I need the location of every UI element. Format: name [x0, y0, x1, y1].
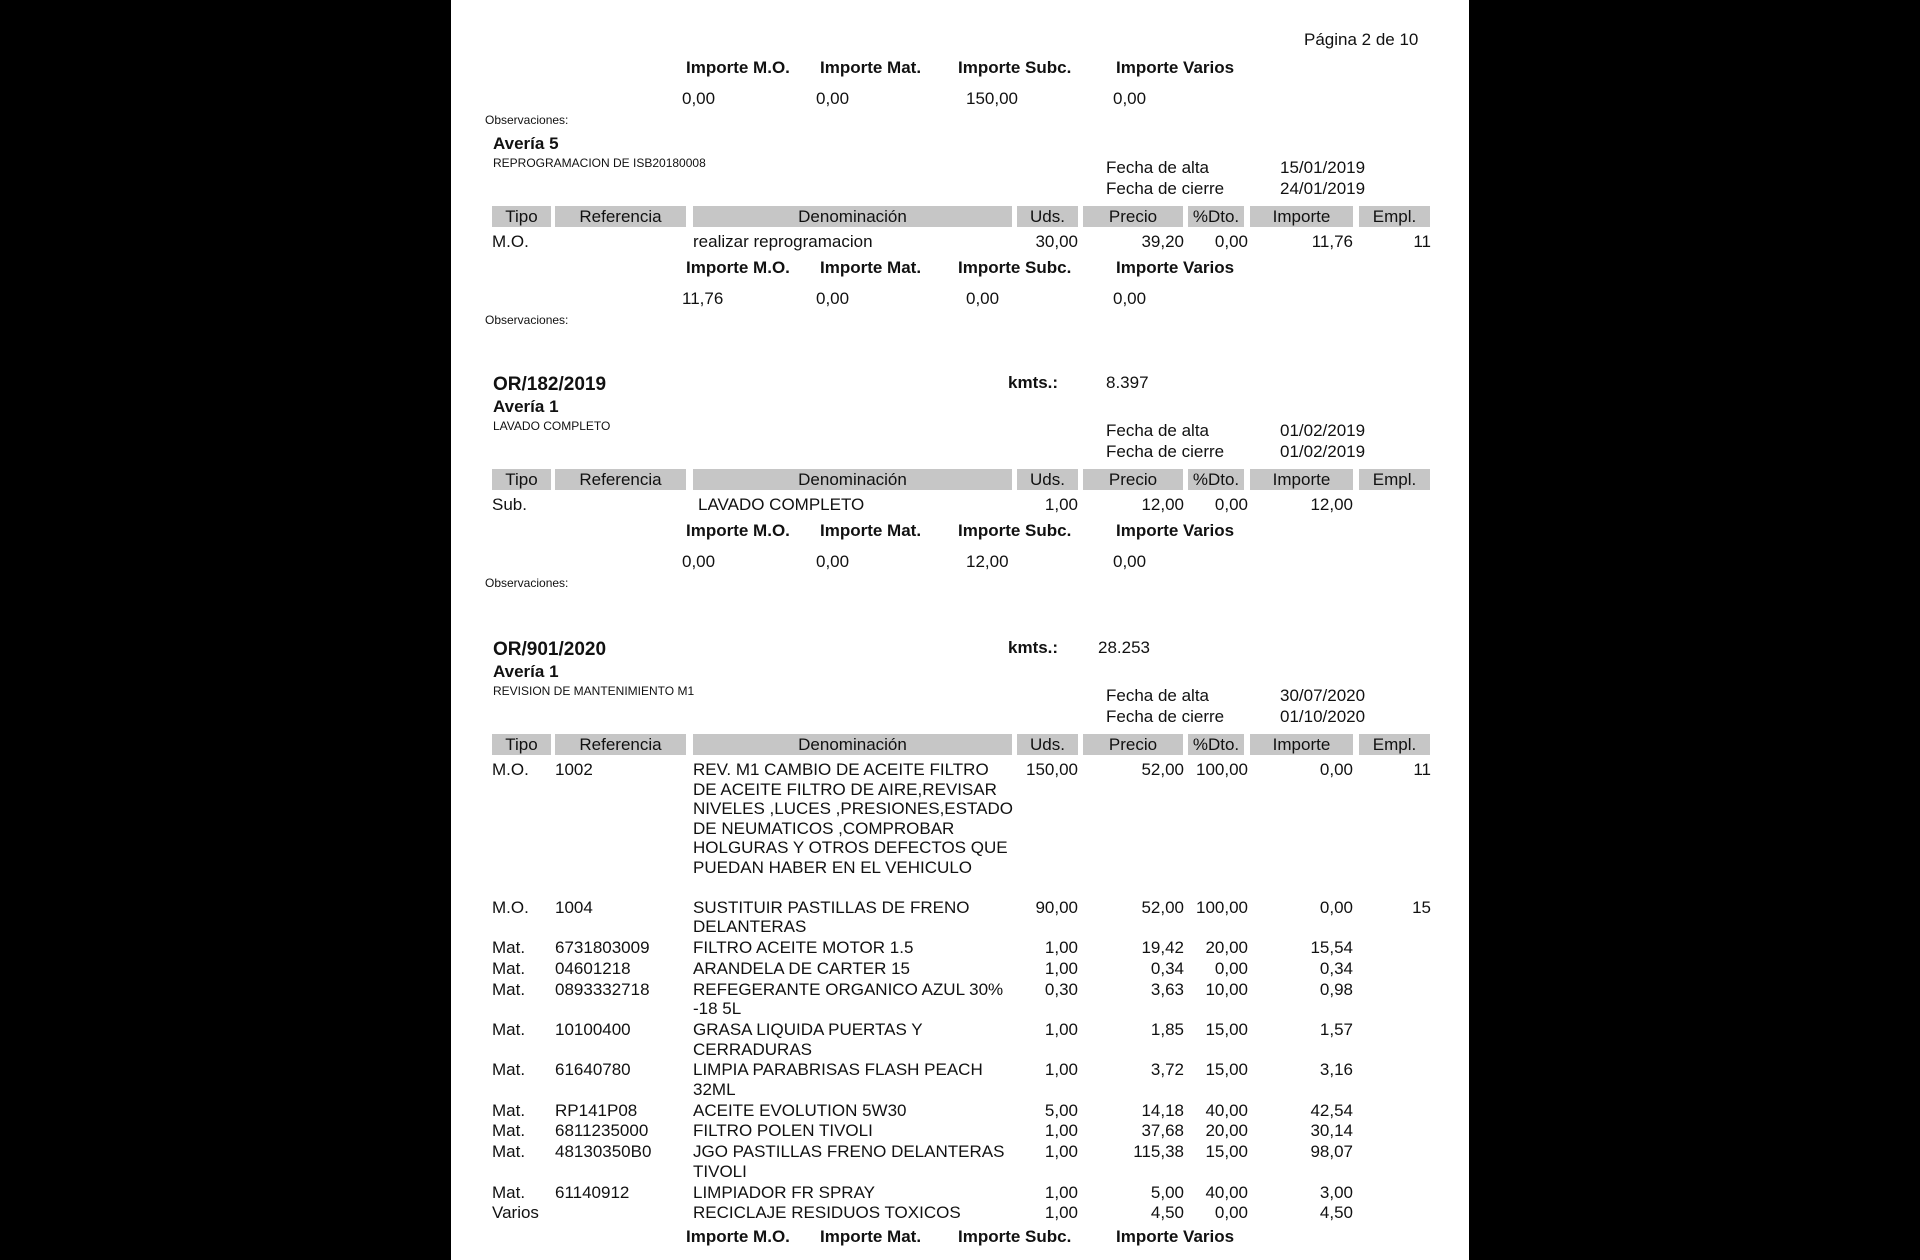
header-denominacion: Denominación	[693, 206, 1012, 227]
row-precio: 115,38	[1133, 1142, 1184, 1162]
header-precio: Precio	[1083, 469, 1183, 490]
header-precio: Precio	[1083, 206, 1183, 227]
observaciones-label: Observaciones:	[485, 575, 569, 590]
row-referencia: 04601218	[555, 958, 631, 978]
row-precio: 52,00	[1141, 897, 1184, 917]
table-row	[451, 959, 1469, 979]
row-dto: 20,00	[1205, 1121, 1248, 1141]
row-precio: 19,42	[1141, 938, 1184, 958]
header-dto: %Dto.	[1188, 734, 1244, 755]
header-importe: Importe	[1250, 734, 1353, 755]
row-tipo: M.O.	[492, 760, 529, 779]
table-row	[451, 938, 1469, 958]
totals-label-subc: Importe Subc.	[958, 257, 1072, 277]
row-dto: 100,00	[1196, 897, 1248, 917]
header-tipo: Tipo	[492, 469, 551, 490]
row-uds: 1,00	[1044, 958, 1078, 978]
averia-description: REVISION DE MANTENIMIENTO M1	[493, 684, 695, 698]
table-row	[451, 1101, 1469, 1121]
totals-value-mat: 0,00	[816, 288, 850, 308]
table-row	[451, 1060, 1469, 1099]
row-denominacion: FILTRO ACEITE MOTOR 1.5	[693, 938, 914, 958]
row-importe: 0,98	[1319, 979, 1353, 999]
order-number: OR/901/2020	[493, 639, 607, 660]
totals-label-subc: Importe Subc.	[958, 58, 1072, 77]
row-precio: 39,20	[1141, 232, 1184, 251]
row-uds: 0,30	[1044, 979, 1078, 999]
row-tipo: Mat.	[492, 1121, 526, 1141]
row-referencia: 61640780	[555, 1060, 631, 1080]
totals-label-varios: Importe Varios	[1116, 58, 1235, 77]
row-importe: 3,00	[1319, 1182, 1353, 1202]
header-empl: Empl.	[1359, 206, 1430, 227]
averia-description: LAVADO COMPLETO	[493, 419, 611, 433]
observaciones-label: Observaciones:	[485, 312, 569, 327]
row-tipo: Mat.	[492, 1060, 526, 1080]
row-precio: 12,00	[1141, 495, 1184, 514]
row-dto: 10,00	[1205, 979, 1248, 999]
row-referencia: 6811235000	[555, 1121, 649, 1141]
header-referencia: Referencia	[555, 734, 686, 755]
fecha-alta-value: 30/07/2020	[1280, 686, 1366, 705]
table-row	[451, 495, 1469, 515]
page-number: Página 2 de 10	[1304, 30, 1419, 49]
row-precio: 3,72	[1150, 1060, 1184, 1080]
totals-value-mo: 0,00	[682, 551, 716, 571]
fecha-alta-label: Fecha de alta	[1106, 686, 1210, 705]
row-importe: 98,07	[1310, 1142, 1353, 1162]
row-importe: 1,57	[1319, 1020, 1353, 1039]
header-tipo: Tipo	[492, 734, 551, 755]
row-precio: 4,50	[1150, 1203, 1184, 1223]
row-dto: 40,00	[1205, 1100, 1248, 1120]
observaciones-label: Observaciones:	[485, 113, 569, 127]
row-denominacion: GRASA LIQUIDA PUERTAS Y CERRADURAS	[693, 1020, 923, 1059]
row-referencia: RP141P08	[555, 1100, 638, 1120]
row-uds: 1,00	[1044, 1142, 1078, 1162]
row-tipo: Mat.	[492, 1100, 526, 1120]
order-number: OR/182/2019	[493, 374, 607, 395]
totals-label-mat: Importe Mat.	[820, 58, 922, 77]
table-row	[451, 1203, 1469, 1223]
row-precio: 0,34	[1150, 958, 1184, 978]
row-denominacion: ARANDELA DE CARTER 15	[693, 958, 910, 978]
row-importe: 12,00	[1310, 495, 1353, 514]
row-dto: 100,00	[1196, 760, 1248, 779]
header-tipo: Tipo	[492, 206, 551, 227]
row-uds: 5,00	[1044, 1100, 1078, 1120]
totals-label-varios: Importe Varios	[1116, 520, 1235, 540]
header-dto: %Dto.	[1188, 469, 1244, 490]
totals-value-varios: 0,00	[1113, 288, 1147, 308]
averia-title: Avería 1	[493, 397, 559, 416]
kmts-label: kmts.:	[1008, 373, 1059, 392]
header-referencia: Referencia	[555, 206, 686, 227]
header-importe: Importe	[1250, 206, 1353, 227]
row-dto: 15,00	[1205, 1142, 1248, 1162]
table-row	[451, 1121, 1469, 1141]
header-uds: Uds.	[1017, 469, 1078, 490]
fecha-alta-value: 01/02/2019	[1280, 421, 1366, 440]
kmts-value: 28.253	[1098, 638, 1150, 657]
row-dto: 40,00	[1205, 1182, 1248, 1202]
row-tipo: Mat.	[492, 1182, 526, 1202]
table-row	[451, 1183, 1469, 1203]
header-denominacion: Denominación	[693, 734, 1012, 755]
row-dto: 15,00	[1205, 1060, 1248, 1080]
table-row	[451, 1020, 1469, 1059]
averia-description: REPROGRAMACION DE ISB20180008	[493, 156, 706, 170]
header-empl: Empl.	[1359, 469, 1430, 490]
header-uds: Uds.	[1017, 206, 1078, 227]
row-importe: 42,54	[1310, 1100, 1353, 1120]
totals-value-mo: 0,00	[682, 89, 716, 108]
totals-label-mo: Importe M.O.	[686, 1227, 790, 1247]
row-denominacion: FILTRO POLEN TIVOLI	[693, 1121, 873, 1141]
totals-label-subc: Importe Subc.	[958, 520, 1072, 540]
row-uds: 1,00	[1044, 1020, 1078, 1039]
row-importe: 15,54	[1310, 938, 1353, 958]
row-dto: 0,00	[1214, 1203, 1248, 1223]
header-referencia: Referencia	[555, 469, 686, 490]
row-denominacion: LIMPIA PARABRISAS FLASH PEACH 32ML	[693, 1060, 983, 1099]
totals-value-mo: 11,76	[682, 288, 724, 308]
row-precio: 1,85	[1150, 1020, 1184, 1039]
row-tipo: Mat.	[492, 979, 526, 999]
row-denominacion: JGO PASTILLAS FRENO DELANTERAS TIVOLI	[693, 1142, 1005, 1181]
row-importe: 0,00	[1319, 897, 1353, 917]
row-importe: 0,00	[1319, 760, 1353, 779]
row-precio: 3,63	[1150, 979, 1184, 999]
fecha-cierre-label: Fecha de cierre	[1106, 442, 1225, 461]
totals-label-varios: Importe Varios	[1116, 257, 1235, 277]
totals-label-mo: Importe M.O.	[686, 58, 790, 77]
row-uds: 90,00	[1035, 897, 1078, 917]
row-uds: 150,00	[1026, 760, 1078, 779]
row-referencia: 48130350B0	[555, 1142, 652, 1162]
row-importe: 4,50	[1319, 1203, 1353, 1223]
fecha-cierre-value: 24/01/2019	[1280, 179, 1366, 198]
totals-value-varios: 0,00	[1113, 89, 1147, 108]
totals-value-subc: 12,00	[966, 551, 1009, 571]
row-importe: 0,34	[1319, 958, 1353, 978]
totals-value-mat: 0,00	[816, 551, 850, 571]
row-uds: 30,00	[1035, 232, 1078, 251]
row-referencia: 61140912	[555, 1182, 630, 1202]
header-precio: Precio	[1083, 734, 1183, 755]
row-uds: 1,00	[1044, 1203, 1078, 1223]
row-dto: 0,00	[1214, 232, 1248, 251]
totals-label-subc: Importe Subc.	[958, 1227, 1072, 1247]
row-referencia: 0893332718	[555, 979, 650, 999]
row-importe: 30,14	[1310, 1121, 1353, 1141]
kmts-value: 8.397	[1106, 373, 1149, 392]
kmts-label: kmts.:	[1008, 638, 1059, 657]
table-row	[451, 979, 1469, 1019]
row-uds: 1,00	[1044, 1060, 1078, 1080]
totals-value-varios: 0,00	[1113, 551, 1147, 571]
row-denominacion: REFEGERANTE ORGANICO AZUL 30% -18 5L	[693, 979, 1004, 1019]
row-tipo: Mat.	[492, 1020, 526, 1039]
row-empl: 11	[1413, 760, 1431, 779]
fecha-alta-value: 15/01/2019	[1280, 158, 1366, 177]
row-uds: 1,00	[1044, 1121, 1078, 1141]
row-tipo: Mat.	[492, 958, 526, 978]
table-row	[451, 760, 1469, 877]
header-denominacion: Denominación	[693, 469, 1012, 490]
row-referencia: 1004	[555, 897, 593, 917]
header-empl: Empl.	[1359, 734, 1430, 755]
row-dto: 0,00	[1214, 495, 1248, 514]
header-uds: Uds.	[1017, 734, 1078, 755]
row-precio: 14,18	[1141, 1100, 1184, 1120]
row-empl: 15	[1412, 897, 1431, 917]
header-importe: Importe	[1250, 469, 1353, 490]
row-referencia: 6731803009	[555, 938, 650, 958]
row-uds: 1,00	[1044, 938, 1078, 958]
row-denominacion: LAVADO COMPLETO	[698, 495, 865, 514]
totals-label-mo: Importe M.O.	[686, 520, 790, 540]
document-page	[451, 0, 1469, 1260]
fecha-cierre-label: Fecha de cierre	[1106, 707, 1225, 726]
totals-value-subc: 150,00	[966, 89, 1018, 108]
averia-title: Avería 1	[493, 662, 559, 681]
row-empl: 11	[1413, 232, 1431, 251]
row-tipo: Mat.	[492, 938, 526, 958]
fecha-cierre-value: 01/10/2020	[1280, 707, 1366, 726]
row-tipo: Sub.	[492, 495, 527, 514]
table-row	[451, 1142, 1469, 1181]
row-dto: 20,00	[1205, 938, 1248, 958]
row-importe: 3,16	[1319, 1060, 1353, 1080]
row-precio: 37,68	[1141, 1121, 1184, 1141]
row-uds: 1,00	[1044, 495, 1078, 514]
row-denominacion: REV. M1 CAMBIO DE ACEITE FILTRO DE ACEITE FILTRO DE AIRE,REVISAR NIVELES ,LUCES ,PRESIONES,ESTADO DE NEUMATICOS ,COMPROBAR HOLGURAS Y OTROS DEFECTOS QUE PUEDAN HABER EN EL VEHICULO	[693, 760, 1013, 877]
fecha-cierre-value: 01/02/2019	[1280, 442, 1366, 461]
fecha-alta-label: Fecha de alta	[1106, 421, 1210, 440]
row-denominacion: LIMPIADOR FR SPRAY	[693, 1182, 875, 1202]
row-denominacion: RECICLAJE RESIDUOS TOXICOS	[693, 1203, 961, 1223]
row-tipo: Mat.	[492, 1142, 526, 1162]
table-row	[451, 232, 1469, 252]
header-dto: %Dto.	[1188, 206, 1244, 227]
totals-label-mat: Importe Mat.	[820, 520, 922, 540]
row-importe: 11,76	[1311, 232, 1353, 251]
row-denominacion: ACEITE EVOLUTION 5W30	[693, 1100, 907, 1120]
totals-label-mo: Importe M.O.	[686, 257, 790, 277]
totals-label-varios: Importe Varios	[1116, 1227, 1235, 1247]
totals-label-mat: Importe Mat.	[820, 1227, 922, 1247]
averia-title: Avería 5	[493, 134, 559, 153]
fecha-alta-label: Fecha de alta	[1106, 158, 1210, 177]
row-tipo: M.O.	[492, 232, 529, 251]
row-denominacion: realizar reprogramacion	[693, 232, 873, 251]
row-tipo: Varios	[492, 1203, 539, 1223]
row-dto: 0,00	[1214, 958, 1248, 978]
row-uds: 1,00	[1044, 1182, 1078, 1202]
row-denominacion: SUSTITUIR PASTILLAS DE FRENO DELANTERAS	[693, 897, 970, 937]
row-referencia: 10100400	[555, 1020, 631, 1039]
totals-value-mat: 0,00	[816, 89, 850, 108]
table-row	[451, 897, 1469, 937]
fecha-cierre-label: Fecha de cierre	[1106, 179, 1225, 198]
totals-value-subc: 0,00	[966, 288, 1000, 308]
row-precio: 5,00	[1150, 1182, 1184, 1202]
row-referencia: 1002	[555, 760, 593, 779]
totals-label-mat: Importe Mat.	[820, 257, 922, 277]
row-dto: 15,00	[1205, 1020, 1248, 1039]
row-precio: 52,00	[1141, 760, 1184, 779]
row-tipo: M.O.	[492, 897, 529, 917]
